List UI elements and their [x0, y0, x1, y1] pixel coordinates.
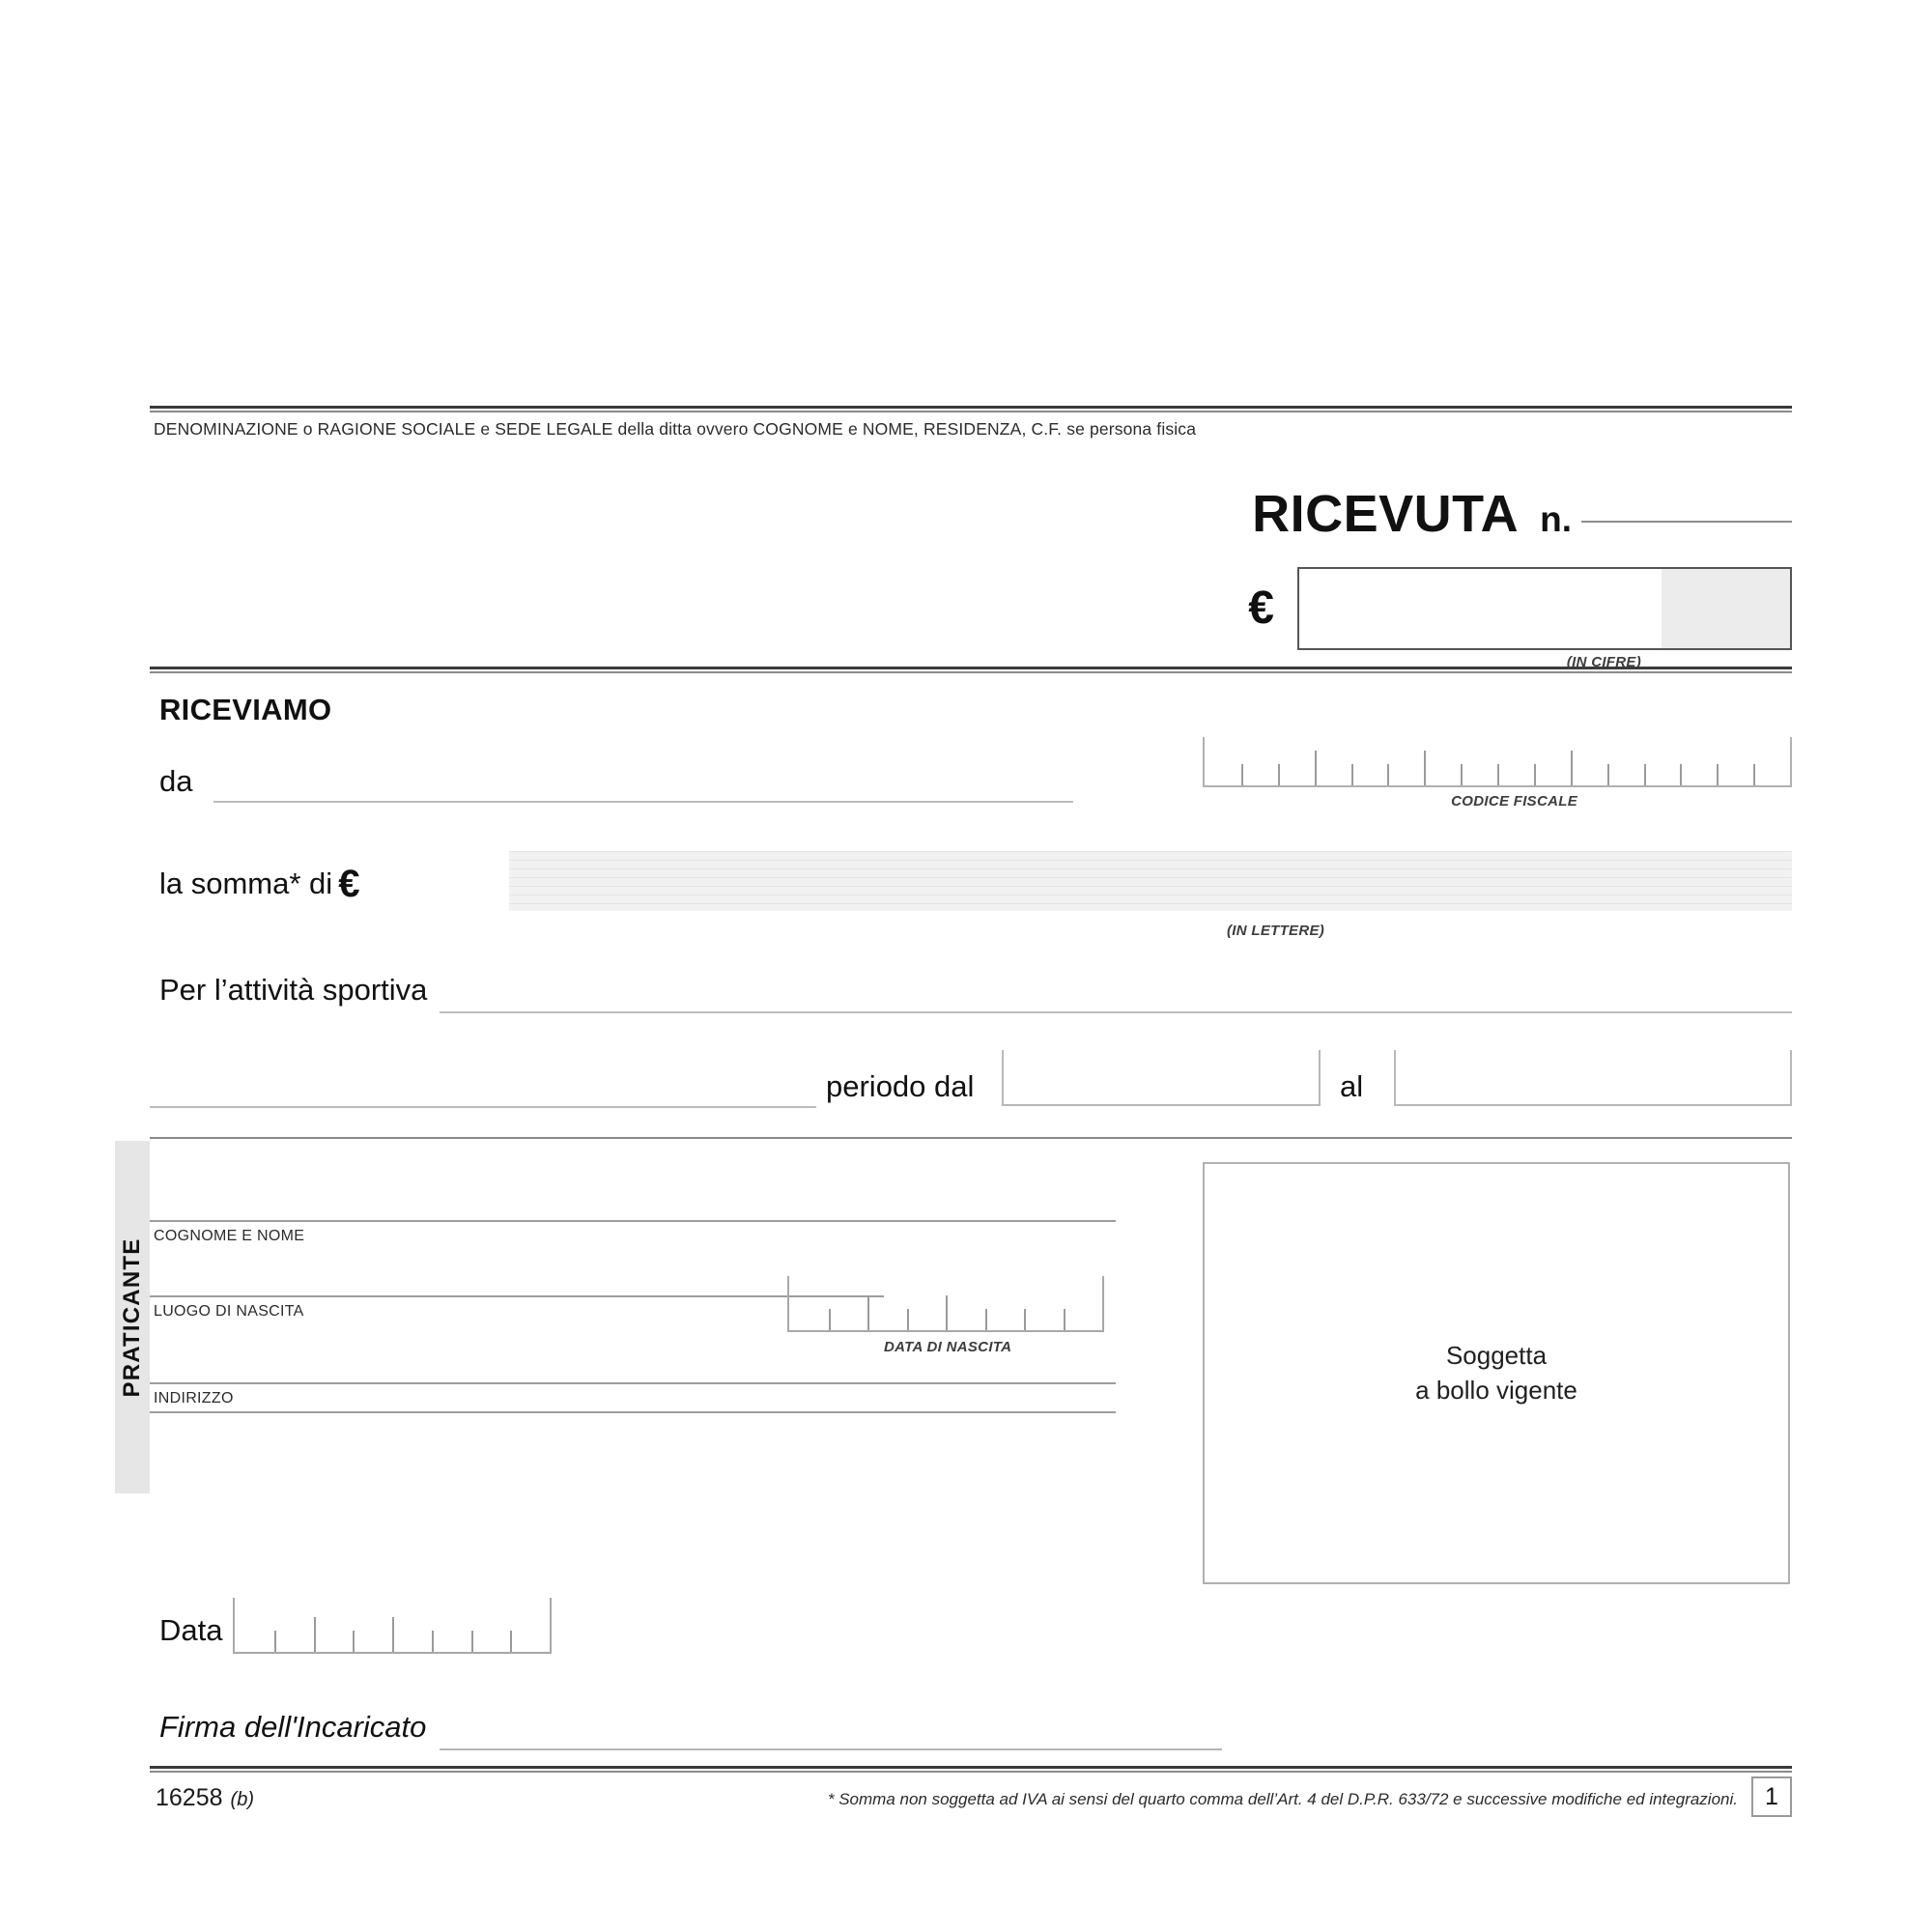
codice-fiscale-ticks: [1205, 737, 1790, 785]
date-input[interactable]: [233, 1598, 552, 1654]
receipt-title-row: [1252, 484, 1792, 544]
amount-row: [1248, 567, 1792, 650]
tick-mark: [1534, 764, 1536, 785]
title-block: [150, 440, 1792, 670]
tick-mark: [353, 1631, 355, 1652]
cognome-nome-label: COGNOME E NOME: [154, 1228, 305, 1244]
amount-in-figures-field[interactable]: [1297, 567, 1792, 650]
receipt-number-label: n.: [1540, 499, 1572, 539]
stamp-line-1: Soggetta: [1445, 1341, 1548, 1371]
issuer-caption: DENOMINAZIONE o RAGIONE SOCIALE e SEDE LEGALE della ditta ovvero COGNOME e NOME, RESIDENZA, C.F. se persona fisica: [154, 419, 1197, 439]
tick-mark: [1644, 764, 1646, 785]
praticante-section-label: PRATICANTE: [119, 1237, 145, 1397]
indirizzo-bottom-rule: [150, 1411, 1116, 1413]
from-input[interactable]: [213, 801, 1073, 803]
date-ticks: [235, 1598, 550, 1652]
stamp-area: [1203, 1162, 1790, 1584]
page-title: RICEVUTA: [1252, 485, 1520, 543]
indirizzo-field[interactable]: [150, 1382, 1116, 1413]
luogo-nascita-field[interactable]: [150, 1295, 884, 1321]
tick-mark: [1278, 764, 1280, 785]
period-to-input[interactable]: [1394, 1050, 1792, 1106]
period-row: [150, 1042, 1792, 1137]
tick-mark: [1424, 751, 1426, 785]
riceviamo-heading: RICEVIAMO: [159, 693, 332, 726]
somma-text: la somma* di: [159, 867, 333, 900]
data-nascita-field[interactable]: [787, 1276, 1104, 1332]
amount-cents-part[interactable]: [1662, 569, 1790, 648]
cognome-nome-field[interactable]: [150, 1220, 1116, 1245]
tick-mark: [1387, 764, 1389, 785]
date-label: Data: [159, 1613, 223, 1647]
product-code: [156, 1784, 254, 1812]
activity-label: Per l’attività sportiva: [159, 973, 428, 1007]
tick-mark: [1680, 764, 1682, 785]
amount-in-words-label: [159, 863, 359, 906]
stamp-text: [1415, 1339, 1577, 1406]
tick-mark: [314, 1617, 316, 1652]
activity-input[interactable]: [440, 1011, 1792, 1013]
tick-mark: [1607, 764, 1609, 785]
activity-row: [150, 948, 1792, 1042]
tick-mark: [432, 1631, 434, 1652]
amount-in-figures-caption: (IN CIFRE): [1566, 654, 1641, 670]
euro-icon: €: [1248, 582, 1274, 634]
tick-mark: [1351, 764, 1353, 785]
period-from-label: periodo dal: [826, 1069, 975, 1103]
codice-fiscale-field[interactable]: [1203, 737, 1792, 787]
signature-input[interactable]: [440, 1748, 1222, 1750]
tick-mark: [1717, 764, 1719, 785]
tick-mark: [392, 1617, 394, 1652]
codice-fiscale-label: CODICE FISCALE: [1451, 793, 1577, 810]
from-row: [150, 727, 1792, 834]
tick-mark: [1461, 764, 1463, 785]
signature-label: Firma dell'Incaricato: [159, 1710, 427, 1744]
tick-mark: [1753, 764, 1755, 785]
tick-mark: [510, 1631, 512, 1652]
footer: [150, 1773, 1792, 1831]
period-to-label: al: [1340, 1069, 1364, 1103]
luogo-nascita-label: LUOGO DI NASCITA: [154, 1303, 304, 1320]
amount-in-words-input[interactable]: [509, 851, 1792, 911]
tick-mark: [907, 1309, 909, 1330]
tick-mark: [1024, 1309, 1026, 1330]
praticante-top-rule: [150, 1137, 1792, 1139]
data-nascita-ticks: [789, 1276, 1102, 1330]
page-number-box: 1: [1751, 1776, 1792, 1817]
receipt-number-input[interactable]: [1581, 521, 1792, 523]
indirizzo-label: INDIRIZZO: [154, 1390, 234, 1406]
product-code-variant: (b): [230, 1789, 254, 1810]
signature-row: [150, 1696, 1792, 1766]
tick-mark: [867, 1295, 869, 1330]
tick-mark: [1571, 751, 1573, 785]
tick-mark: [1315, 751, 1317, 785]
praticante-tab: [115, 1141, 150, 1493]
vat-footnote: * Somma non soggetta ad IVA ai sensi del quarto comma dell’Art. 4 del D.P.R. 633/72 e successive modifiche ed integrazioni.: [827, 1790, 1738, 1808]
euro-icon-somma: €: [338, 863, 360, 905]
tick-mark: [1241, 764, 1243, 785]
tick-mark: [274, 1631, 276, 1652]
from-label: da: [159, 764, 193, 798]
tick-mark: [1497, 764, 1499, 785]
data-nascita-label: DATA DI NASCITA: [884, 1339, 1012, 1355]
period-from-input[interactable]: [1002, 1050, 1321, 1106]
stamp-line-2: a bollo vigente: [1415, 1375, 1577, 1405]
receipt-form: [119, 406, 1792, 1811]
tick-mark: [946, 1295, 948, 1330]
amount-in-words-caption: (IN LETTERE): [1227, 923, 1325, 939]
tick-mark: [471, 1631, 473, 1652]
date-row: [150, 1580, 1792, 1696]
tick-mark: [985, 1309, 987, 1330]
amount-in-words-row: [150, 834, 1792, 948]
praticante-section: [119, 1141, 1792, 1580]
product-code-number: 16258: [156, 1784, 223, 1811]
amount-whole-part[interactable]: [1299, 569, 1662, 648]
tick-mark: [1064, 1309, 1065, 1330]
tick-mark: [829, 1309, 831, 1330]
activity-input-continuation[interactable]: [150, 1106, 816, 1108]
